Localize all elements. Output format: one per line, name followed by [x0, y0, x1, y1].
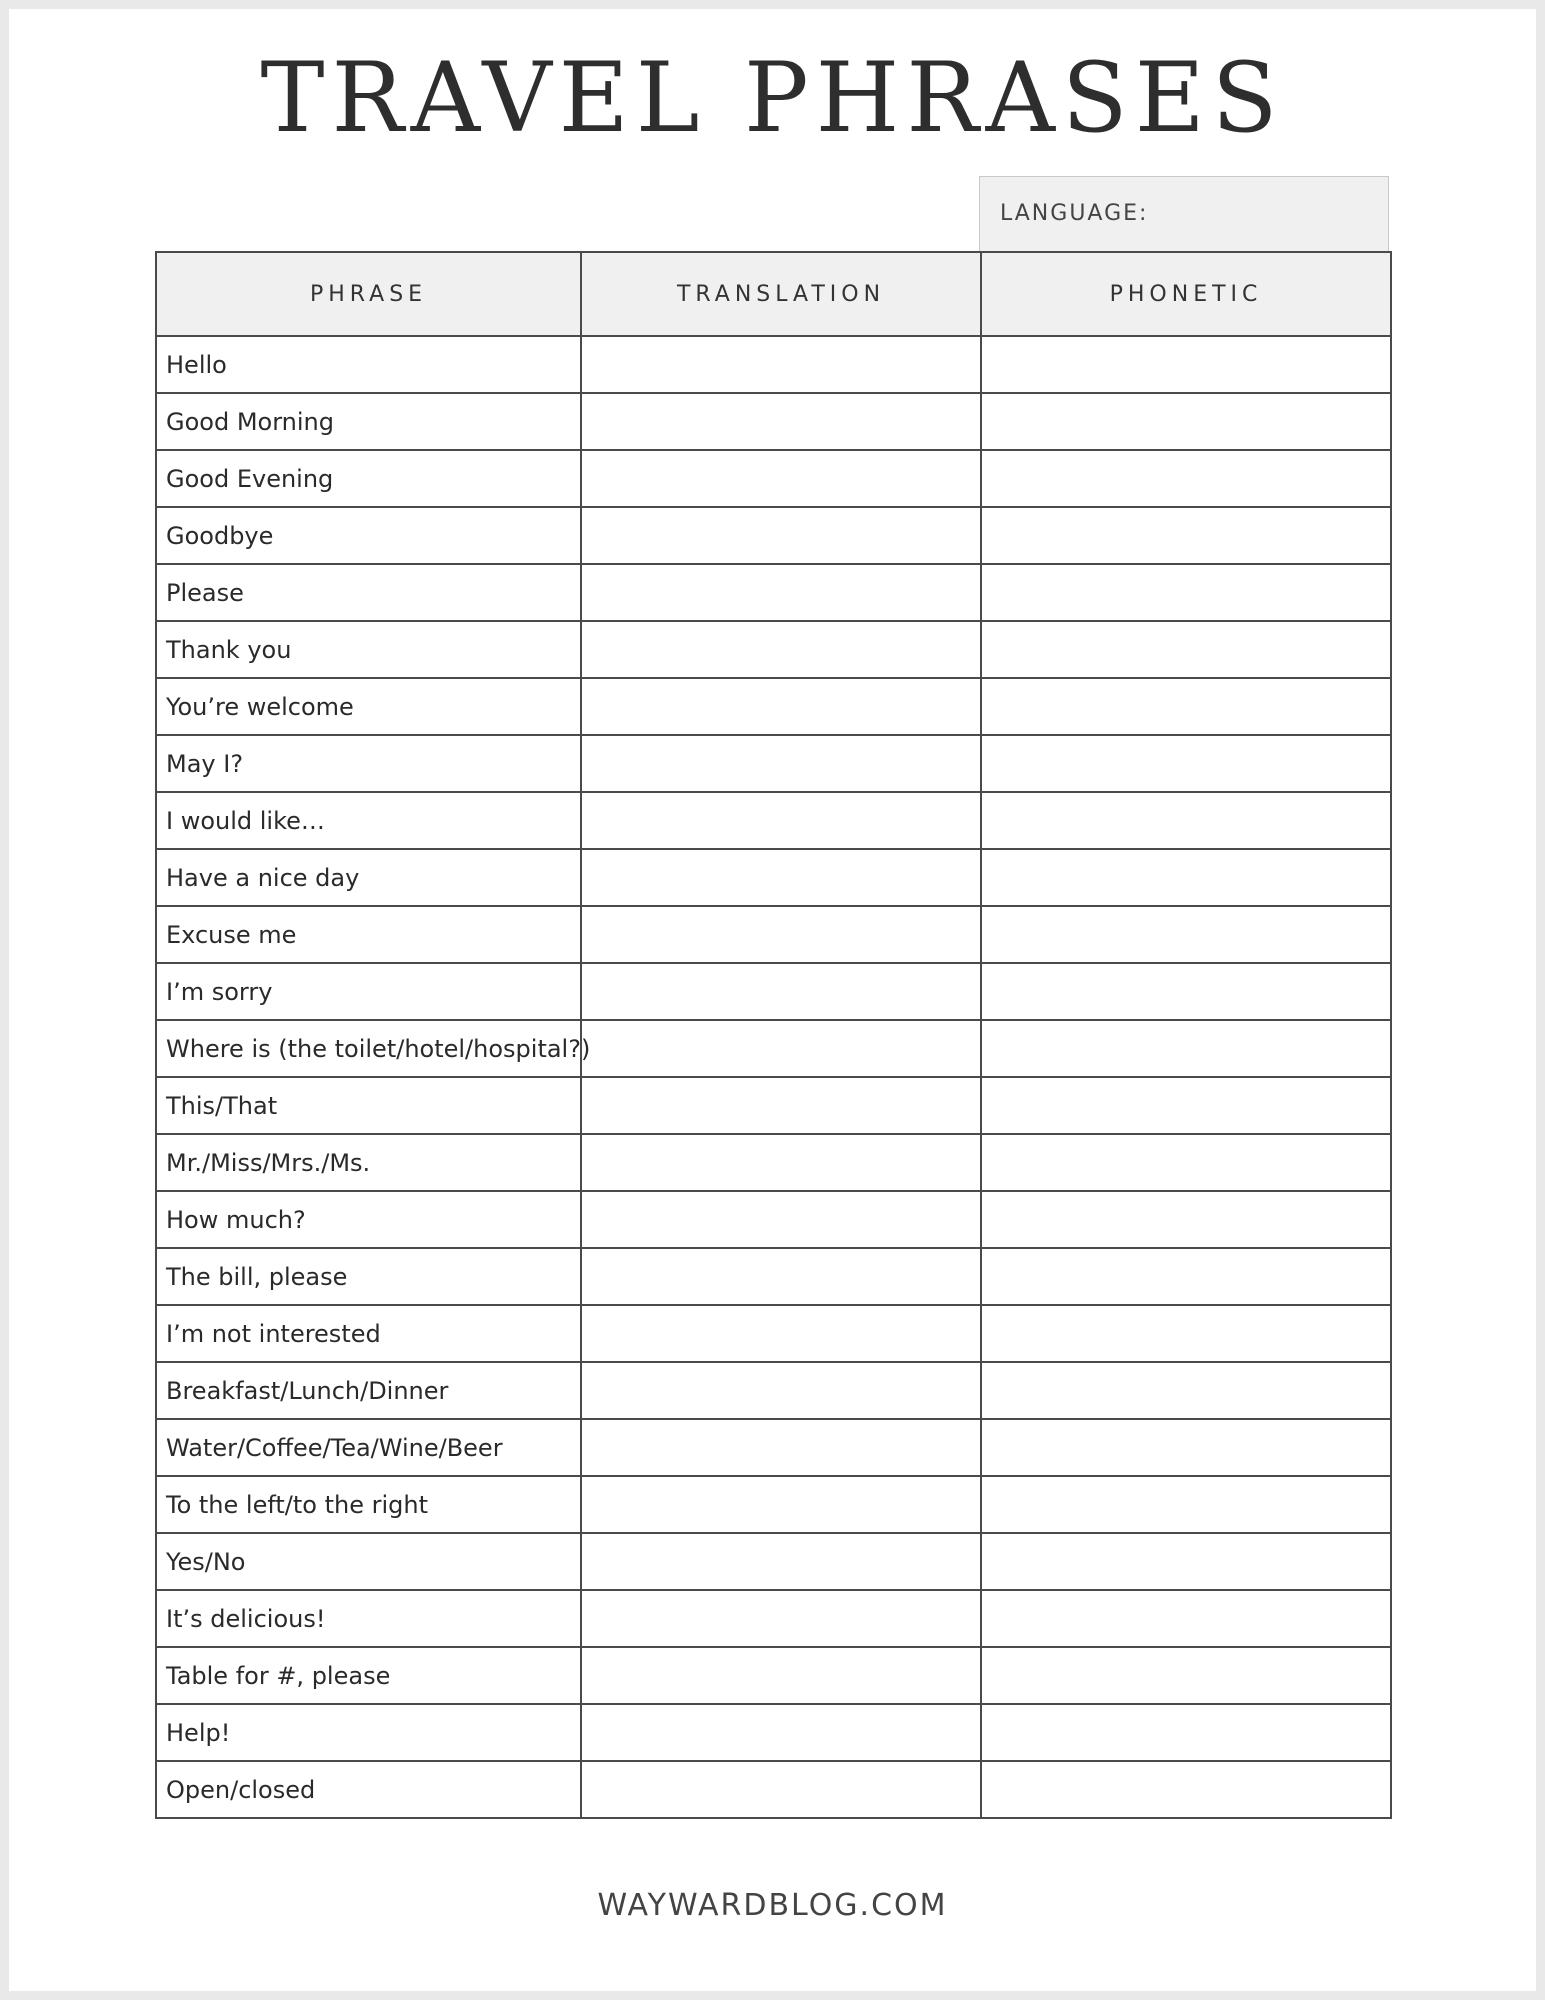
- table-row: [156, 564, 1391, 621]
- phrase-cell: May I?: [156, 735, 581, 792]
- table-row: [156, 1647, 1391, 1704]
- phrase-cell: Help!: [156, 1704, 581, 1761]
- phrase-cell: Mr./Miss/Mrs./Ms.: [156, 1134, 581, 1191]
- table-row: [156, 792, 1391, 849]
- phrase-cell: Yes/No: [156, 1533, 581, 1590]
- translation-cell[interactable]: [581, 336, 981, 393]
- phrase-cell: I’m not interested: [156, 1305, 581, 1362]
- phrase-cell: Water/Coffee/Tea/Wine/Beer: [156, 1419, 581, 1476]
- phonetic-cell[interactable]: [981, 1590, 1391, 1647]
- translation-cell[interactable]: [581, 1191, 981, 1248]
- phonetic-cell[interactable]: [981, 1020, 1391, 1077]
- table-row: [156, 1533, 1391, 1590]
- phrase-cell: I’m sorry: [156, 963, 581, 1020]
- phonetic-cell[interactable]: [981, 393, 1391, 450]
- translation-cell[interactable]: [581, 564, 981, 621]
- table-row: [156, 849, 1391, 906]
- phrase-cell: Thank you: [156, 621, 581, 678]
- phonetic-cell[interactable]: [981, 1191, 1391, 1248]
- phonetic-cell[interactable]: [981, 564, 1391, 621]
- table-row: [156, 1704, 1391, 1761]
- table-header-row: [156, 252, 1391, 336]
- table-row: [156, 1305, 1391, 1362]
- table-row: [156, 678, 1391, 735]
- table-row: [156, 1761, 1391, 1818]
- phrase-cell: Goodbye: [156, 507, 581, 564]
- page-title: TRAVEL PHRASES: [260, 42, 1285, 154]
- phonetic-cell[interactable]: [981, 1647, 1391, 1704]
- translation-cell[interactable]: [581, 735, 981, 792]
- phrase-cell: Hello: [156, 336, 581, 393]
- translation-cell[interactable]: [581, 1248, 981, 1305]
- footer-website: WAYWARDBLOG.COM: [597, 1888, 948, 1923]
- translation-cell[interactable]: [581, 450, 981, 507]
- table-row: [156, 963, 1391, 1020]
- phonetic-cell[interactable]: [981, 1248, 1391, 1305]
- phonetic-cell[interactable]: [981, 507, 1391, 564]
- phonetic-cell[interactable]: [981, 849, 1391, 906]
- column-header-phonetic: PHONETIC: [981, 252, 1391, 336]
- table-row: [156, 1248, 1391, 1305]
- phonetic-cell[interactable]: [981, 1362, 1391, 1419]
- translation-cell[interactable]: [581, 1362, 981, 1419]
- translation-cell[interactable]: [581, 1647, 981, 1704]
- translation-cell[interactable]: [581, 678, 981, 735]
- phonetic-cell[interactable]: [981, 1704, 1391, 1761]
- table-row: [156, 1362, 1391, 1419]
- phonetic-cell[interactable]: [981, 1419, 1391, 1476]
- table-row: [156, 1419, 1391, 1476]
- table-row: [156, 1191, 1391, 1248]
- phonetic-cell[interactable]: [981, 1077, 1391, 1134]
- phrases-table: [155, 251, 1392, 1819]
- translation-cell[interactable]: [581, 906, 981, 963]
- phonetic-cell[interactable]: [981, 450, 1391, 507]
- translation-cell[interactable]: [581, 1704, 981, 1761]
- phrase-cell: It’s delicious!: [156, 1590, 581, 1647]
- phonetic-cell[interactable]: [981, 735, 1391, 792]
- phonetic-cell[interactable]: [981, 1533, 1391, 1590]
- column-header-translation: TRANSLATION: [581, 252, 981, 336]
- phonetic-cell[interactable]: [981, 906, 1391, 963]
- table-row: [156, 735, 1391, 792]
- phonetic-cell[interactable]: [981, 1134, 1391, 1191]
- language-field[interactable]: [979, 176, 1389, 251]
- phrase-cell: The bill, please: [156, 1248, 581, 1305]
- phrase-cell: Table for #, please: [156, 1647, 581, 1704]
- translation-cell[interactable]: [581, 1077, 981, 1134]
- phrase-cell: To the left/to the right: [156, 1476, 581, 1533]
- table-row: [156, 1134, 1391, 1191]
- translation-cell[interactable]: [581, 621, 981, 678]
- phonetic-cell[interactable]: [981, 621, 1391, 678]
- table-row: [156, 393, 1391, 450]
- phrase-cell: Open/closed: [156, 1761, 581, 1818]
- phrase-cell: Have a nice day: [156, 849, 581, 906]
- table-row: [156, 906, 1391, 963]
- phrase-cell: How much?: [156, 1191, 581, 1248]
- translation-cell[interactable]: [581, 393, 981, 450]
- translation-cell[interactable]: [581, 1590, 981, 1647]
- translation-cell[interactable]: [581, 1533, 981, 1590]
- translation-cell[interactable]: [581, 1305, 981, 1362]
- phrase-cell: Please: [156, 564, 581, 621]
- table-row: [156, 1020, 1391, 1077]
- table-row: [156, 507, 1391, 564]
- translation-cell[interactable]: [581, 849, 981, 906]
- translation-cell[interactable]: [581, 1761, 981, 1818]
- language-label: LANGUAGE:: [1000, 201, 1149, 226]
- translation-cell[interactable]: [581, 963, 981, 1020]
- phonetic-cell[interactable]: [981, 1761, 1391, 1818]
- phrase-cell: Where is (the toilet/hotel/hospital?): [156, 1020, 581, 1077]
- phonetic-cell[interactable]: [981, 963, 1391, 1020]
- translation-cell[interactable]: [581, 507, 981, 564]
- translation-cell[interactable]: [581, 792, 981, 849]
- table-row: [156, 1590, 1391, 1647]
- phonetic-cell[interactable]: [981, 678, 1391, 735]
- phrase-cell: Excuse me: [156, 906, 581, 963]
- phrase-cell: Breakfast/Lunch/Dinner: [156, 1362, 581, 1419]
- translation-cell[interactable]: [581, 1476, 981, 1533]
- phrase-cell: Good Morning: [156, 393, 581, 450]
- column-header-phrase: PHRASE: [156, 252, 581, 336]
- table-row: [156, 1077, 1391, 1134]
- table-row: [156, 450, 1391, 507]
- phonetic-cell[interactable]: [981, 1476, 1391, 1533]
- phonetic-cell[interactable]: [981, 1305, 1391, 1362]
- phrase-cell: Good Evening: [156, 450, 581, 507]
- phonetic-cell[interactable]: [981, 792, 1391, 849]
- table-row: [156, 1476, 1391, 1533]
- translation-cell[interactable]: [581, 1419, 981, 1476]
- phrase-cell: I would like…: [156, 792, 581, 849]
- table-row: [156, 336, 1391, 393]
- table-row: [156, 621, 1391, 678]
- phrase-cell: This/That: [156, 1077, 581, 1134]
- translation-cell[interactable]: [581, 1134, 981, 1191]
- translation-cell[interactable]: [581, 1020, 981, 1077]
- phrase-cell: You’re welcome: [156, 678, 581, 735]
- phonetic-cell[interactable]: [981, 336, 1391, 393]
